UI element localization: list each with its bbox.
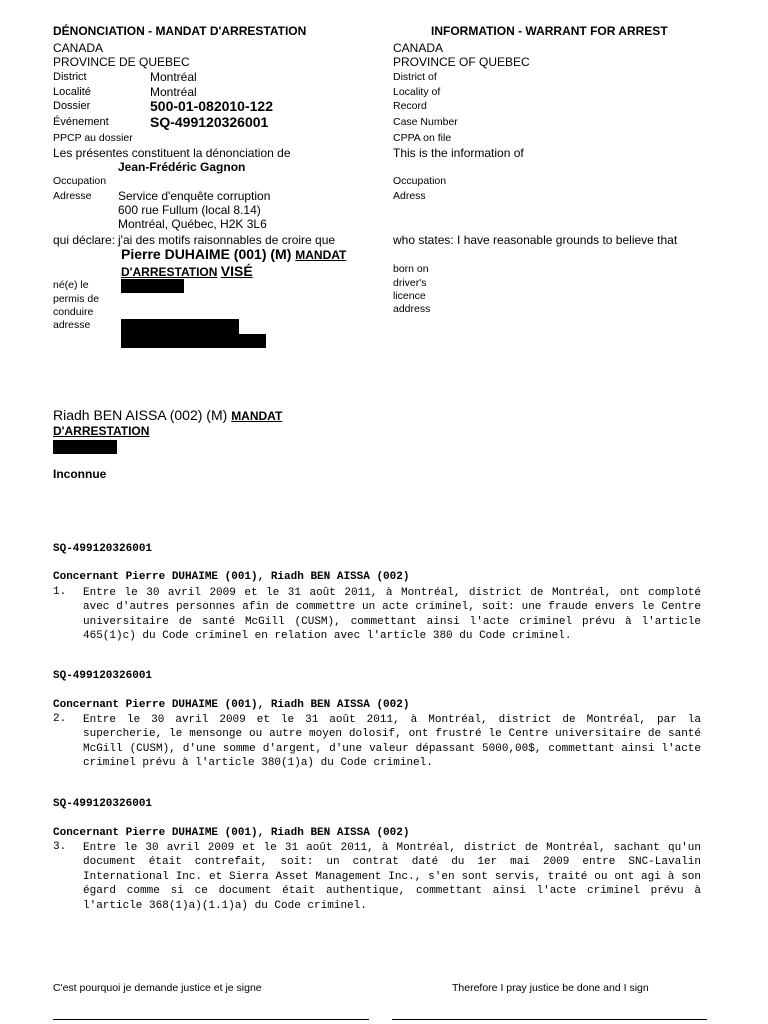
dossier-value: 500-01-082010-122 bbox=[150, 98, 273, 114]
permit-label-fr-1: permis de bbox=[53, 293, 100, 305]
accused1-name-text: Pierre DUHAIME (001) (M) bbox=[121, 246, 292, 262]
count1-text: Entre le 30 avril 2009 et le 31 août 2011, à Montréal, district de Montréal, ont comploté avec d'autres personnes afin de commettre un acte criminel, soit: une fraude envers le Centre universitaire de santé McGill (CUSM), commettant ainsi l'acte criminel prévu à l'article 465(1)c) du Code criminel en relation avec l'article 380 du Code criminel. bbox=[83, 587, 701, 643]
country-en: CANADA bbox=[393, 41, 444, 55]
case-number-label: Case Number bbox=[393, 116, 458, 128]
unknown-label: Inconnue bbox=[53, 467, 107, 481]
province-en: PROVINCE OF QUEBEC bbox=[393, 55, 530, 69]
event-value: SQ-499120326001 bbox=[150, 114, 269, 130]
footer-fr: C'est pourquoi je demande justice et je signe bbox=[53, 982, 262, 994]
address-line-1: Service d'enquête corruption bbox=[118, 189, 271, 203]
redaction-address-1 bbox=[121, 319, 239, 334]
licence-label-en: licence bbox=[393, 290, 426, 302]
count2-number: 2. bbox=[53, 713, 67, 725]
event-label: Événement bbox=[53, 116, 109, 128]
redaction-birthdate bbox=[121, 279, 184, 293]
accused2-warrant-b: D'ARRESTATION bbox=[53, 424, 150, 438]
accused1-warrant-a: MANDAT bbox=[295, 248, 347, 262]
drivers-label-en: driver's bbox=[393, 277, 427, 289]
accused1-name bbox=[121, 246, 346, 262]
accused2-name bbox=[53, 407, 282, 423]
accused2-warrant-a: MANDAT bbox=[231, 409, 283, 423]
address2-label-fr: adresse bbox=[53, 319, 91, 331]
footer-en: Therefore I pray justice be done and I sign bbox=[452, 982, 649, 994]
country-fr: CANADA bbox=[53, 41, 104, 55]
count1-number: 1. bbox=[53, 586, 67, 598]
redaction-address-2 bbox=[121, 334, 266, 348]
intro-en: This is the information of bbox=[393, 146, 524, 160]
born-label-en: born on bbox=[393, 263, 429, 275]
ppcp-label: PPCP au dossier bbox=[53, 132, 133, 144]
dossier-label: Dossier bbox=[53, 100, 91, 112]
count2-concerning: Concernant Pierre DUHAIME (001), Riadh BEN AISSA (002) bbox=[53, 699, 410, 711]
signature-line-right bbox=[392, 1019, 707, 1020]
count2-text: Entre le 30 avril 2009 et le 31 août 2011, à Montréal, district de Montréal, par la supercherie, le mensonge ou autre moyen dolosif, ont frustré le Centre universitaire de santé McGill (CUSM), d'une somme d'argent, d'une valeur dépassant 5000,00$, commettant ainsi l'acte criminel prévu à l'article 380(1)a) du Code criminel. bbox=[83, 714, 701, 770]
accused1-vise: VISÉ bbox=[220, 263, 253, 279]
occupation-label-en: Occupation bbox=[393, 175, 447, 187]
redaction-accused2-birthdate bbox=[53, 440, 117, 454]
address-label-fr: Adresse bbox=[53, 190, 92, 202]
accused1-warrant-b: D'ARRESTATION bbox=[121, 265, 218, 279]
occupation-label-fr: Occupation bbox=[53, 175, 107, 187]
count3-number: 3. bbox=[53, 841, 67, 853]
address-line-3: Montréal, Québec, H2K 3L6 bbox=[118, 217, 267, 231]
locality-label-en: Locality of bbox=[393, 86, 441, 98]
permit-label-fr-2: conduire bbox=[53, 306, 94, 318]
count2-ref: SQ-499120326001 bbox=[53, 670, 153, 682]
count3-ref: SQ-499120326001 bbox=[53, 798, 153, 810]
count3-text: Entre le 30 avril 2009 et le 31 août 2011, à Montréal, district de Montréal, sachant qu'un document était contrefait, soit: un contrat daté du 1er mai 2009 entre SNC-Lavalin International Inc. et Sierra Asset Management Inc., s'en sont servis, traité ou ont agi à son égard comme si ce document était authentique, commettant ainsi l'acte criminel prévu à l'article 368(1)a)(1.1)a) du Code criminel. bbox=[83, 842, 701, 912]
locality-label-fr: Localité bbox=[53, 86, 91, 98]
states-en: who states: I have reasonable grounds to believe that bbox=[393, 233, 678, 247]
declares-label: qui déclare: bbox=[53, 233, 116, 247]
informant-name: Jean-Frédéric Gagnon bbox=[118, 160, 246, 174]
district-value: Montréal bbox=[150, 70, 197, 84]
province-fr: PROVINCE DE QUEBEC bbox=[53, 55, 190, 69]
count1-ref: SQ-499120326001 bbox=[53, 543, 153, 555]
address2-label-en: address bbox=[393, 303, 431, 315]
accused1-warrant-line bbox=[121, 263, 253, 279]
address-line-2: 600 rue Fullum (local 8.14) bbox=[118, 203, 261, 217]
intro-fr: Les présentes constituent la dénonciation de bbox=[53, 146, 291, 160]
locality-value: Montréal bbox=[150, 85, 197, 99]
count3-concerning: Concernant Pierre DUHAIME (001), Riadh BEN AISSA (002) bbox=[53, 827, 410, 839]
district-label-en: District of bbox=[393, 71, 437, 83]
address-label-en: Adress bbox=[393, 190, 426, 202]
left-title: DÉNONCIATION - MANDAT D'ARRESTATION bbox=[53, 24, 307, 38]
cppa-label: CPPA on file bbox=[393, 132, 452, 144]
signature-line-left bbox=[53, 1019, 369, 1020]
born-label-fr: né(e) le bbox=[53, 279, 89, 291]
count1-concerning: Concernant Pierre DUHAIME (001), Riadh BEN AISSA (002) bbox=[53, 571, 410, 583]
accused2-name-text: Riadh BEN AISSA (002) (M) bbox=[53, 407, 228, 423]
district-label-fr: District bbox=[53, 71, 87, 83]
record-label: Record bbox=[393, 100, 427, 112]
declares-text: j'ai des motifs raisonnables de croire que bbox=[118, 233, 336, 247]
right-title: INFORMATION - WARRANT FOR ARREST bbox=[431, 24, 668, 38]
